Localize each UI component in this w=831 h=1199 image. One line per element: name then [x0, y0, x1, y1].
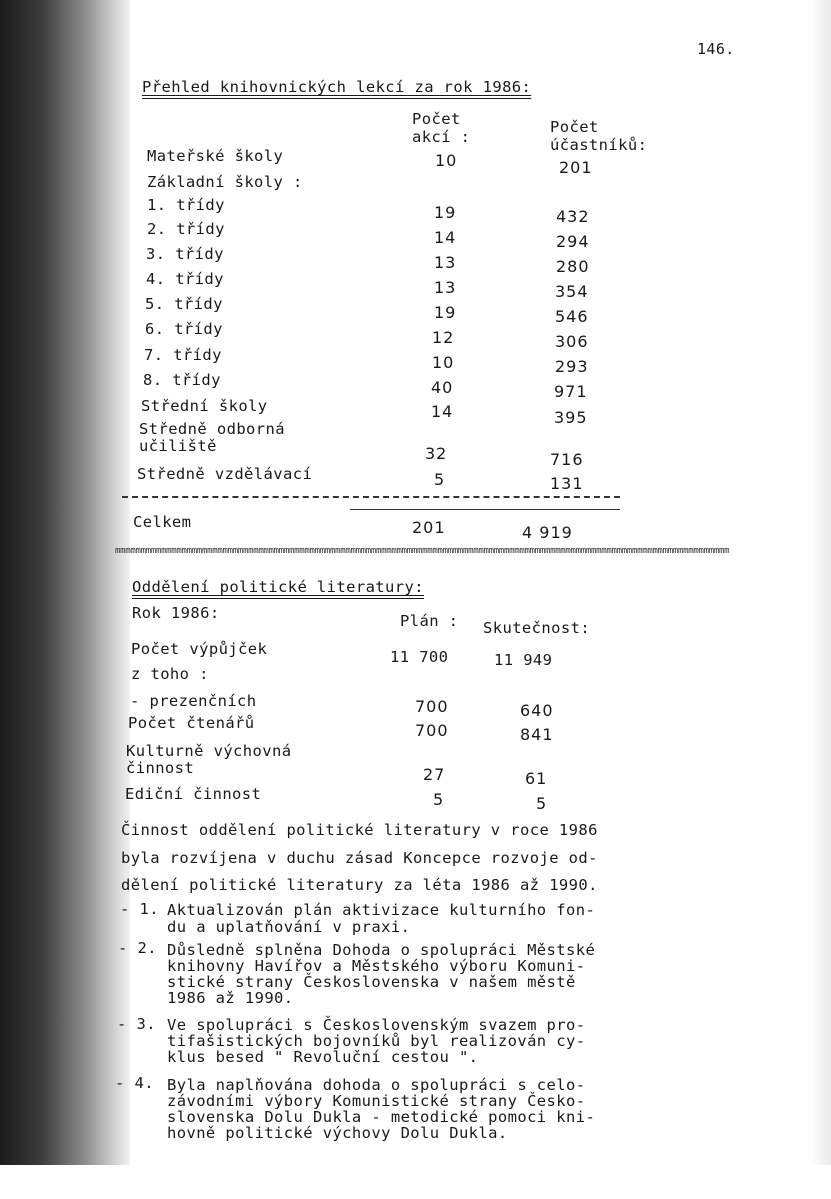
- list-item-line: Byla naplňována dohoda o spolupráci s celo-: [167, 1076, 586, 1094]
- table-row-actions: 10: [435, 151, 458, 170]
- table-row-participants: 280: [556, 257, 590, 276]
- table-row-label: Mateřské školy: [147, 147, 284, 165]
- table-row-actual: 841: [520, 725, 554, 744]
- table-row-actions: 14: [434, 228, 457, 247]
- table-row-actions: 19: [434, 203, 457, 222]
- col-head-participants-1: Počet: [550, 118, 599, 136]
- year-label: Rok 1986:: [132, 604, 220, 622]
- table-row-actions: 14: [431, 402, 454, 421]
- table-row-actions: 19: [434, 303, 457, 322]
- table-row-participants: 354: [555, 282, 589, 301]
- table-row-label: Středně vzdělávací: [137, 465, 313, 483]
- table-row-participants: 131: [550, 474, 584, 493]
- table-row-participants: 306: [555, 332, 589, 351]
- table-row-plan: 5: [433, 790, 445, 809]
- list-item-line: stické strany Československa v našem městě: [167, 973, 576, 991]
- separator-line: mmmmmmmmmmmmmmmmmmmmmmmmmmmmmmmmmmmmmmmmmmmmmmmmmmmmmmmmmmmmmmmmmmmmmmmmmmmmmmmmmmmmmmmmmmmmmmmmmmmmmmmmmmmmmmmmmmmmmmmm: [115, 546, 730, 556]
- paragraph-line: byla rozvíjena v duchu zásad Koncepce rozvoje od-: [121, 849, 598, 867]
- list-item-line: Aktualizován plán aktivizace kulturního fon-: [167, 901, 596, 919]
- table-row-participants: 546: [555, 307, 589, 326]
- table-row-label: 6. třídy: [145, 320, 223, 338]
- table-row-participants: 395: [554, 408, 588, 427]
- table-row-label: Střední školy: [141, 397, 268, 415]
- list-item-marker: - 3.: [117, 1015, 156, 1033]
- table-row-participants: 201: [559, 158, 593, 177]
- table-row-label: Středně odborná: [139, 420, 285, 438]
- list-item-line: hovně politické výchovy Dolu Dukla.: [167, 1124, 508, 1142]
- table-rule-dashed: [122, 496, 620, 498]
- col-actual: Skutečnost:: [483, 619, 591, 637]
- list-item-line: Ve spolupráci s Československým svazem pro-: [167, 1016, 586, 1034]
- total-label: Celkem: [133, 513, 192, 531]
- list-item-line: závodními výbory Komunistické strany Česko-: [167, 1092, 586, 1110]
- table-row-actions: 12: [432, 328, 455, 347]
- table-row-label: 5. třídy: [145, 295, 223, 313]
- table-rule-total: [350, 509, 620, 510]
- table-row-actions: 10: [432, 353, 455, 372]
- table-row-label: 4. třídy: [146, 270, 224, 288]
- table-row-label: 8. třídy: [143, 371, 221, 389]
- table-row-label: z toho :: [131, 665, 209, 683]
- table-row-label: - prezenčních: [130, 692, 257, 710]
- table-row-label: 7. třídy: [144, 346, 222, 364]
- table-row-label: 3. třídy: [146, 245, 224, 263]
- table-row-label: 2. třídy: [147, 220, 225, 238]
- col-head-actions-1: Počet: [412, 110, 461, 128]
- table-row-actions: 5: [434, 470, 446, 489]
- table-row-actual: 61: [525, 769, 548, 788]
- section2-title: Oddělení politické literatury:: [132, 578, 424, 596]
- col-plan: Plán :: [400, 612, 459, 630]
- table-row-label: činnost: [126, 759, 195, 777]
- table-row-label: Základní školy :: [147, 173, 303, 191]
- table-row-actions: 13: [434, 278, 457, 297]
- table-row-label: 1. třídy: [147, 196, 225, 214]
- table-row-actual: 5: [536, 794, 548, 813]
- list-item-line: klus besed " Revoluční cestou ".: [167, 1048, 479, 1066]
- table-row-label: Ediční činnost: [125, 785, 262, 803]
- total-actions: 201: [412, 518, 446, 537]
- list-item-line: knihovny Havířov a Městského výboru Komuni-: [167, 957, 586, 975]
- table-row-actual: 640: [520, 701, 554, 720]
- table-row-label: učiliště: [139, 437, 217, 455]
- list-item-line: tifašistických bojovníků byl realizován cy-: [167, 1032, 586, 1050]
- list-item-line: du a uplatňování v praxi.: [167, 918, 411, 936]
- table-row-participants: 716: [550, 450, 584, 469]
- table-row-plan: 11 700: [390, 648, 449, 666]
- table-row-label: Kulturně výchovná: [126, 742, 292, 760]
- paragraph-line: dělení politické literatury za léta 1986 až 1990.: [121, 876, 598, 894]
- paragraph-line: Činnost oddělení politické literatury v roce 1986: [121, 821, 598, 839]
- list-item-marker: - 1.: [120, 900, 159, 918]
- list-item-line: slovenska Dolu Dukla - metodické pomoci kni-: [167, 1108, 596, 1126]
- table-row-participants: 294: [556, 232, 590, 251]
- table-row-plan: 700: [415, 721, 449, 740]
- table-row-plan: 27: [423, 765, 446, 784]
- table-row-label: Počet čtenářů: [128, 714, 255, 732]
- list-item-line: Důsledně splněna Dohoda o spolupráci Městské: [167, 941, 596, 959]
- document-page: [112, 0, 812, 1165]
- table-row-participants: 432: [556, 207, 590, 226]
- table-row-actions: 13: [434, 253, 457, 272]
- scan-shadow-right: [811, 0, 831, 1165]
- table-row-actions: 32: [425, 444, 448, 463]
- scan-bottom-margin: [0, 1165, 831, 1199]
- col-head-actions-2: akcí :: [412, 128, 471, 146]
- list-item-line: 1986 až 1990.: [167, 989, 294, 1007]
- col-head-participants-2: účastníků:: [550, 136, 648, 154]
- list-item-marker: - 4.: [115, 1074, 154, 1092]
- table-row-actual: 11 949: [494, 651, 553, 669]
- table-row-plan: 700: [415, 697, 449, 716]
- table-row-participants: 293: [555, 357, 589, 376]
- total-participants: 4 919: [522, 523, 573, 542]
- list-item-marker: - 2.: [118, 939, 157, 957]
- table-row-actions: 40: [431, 378, 454, 397]
- table-row-participants: 971: [554, 382, 588, 401]
- scan-shadow-left: [0, 0, 130, 1165]
- section1-title: Přehled knihovnických lekcí za rok 1986:: [142, 78, 532, 96]
- table-row-label: Počet výpůjček: [131, 640, 268, 658]
- page-number: 146.: [697, 40, 735, 58]
